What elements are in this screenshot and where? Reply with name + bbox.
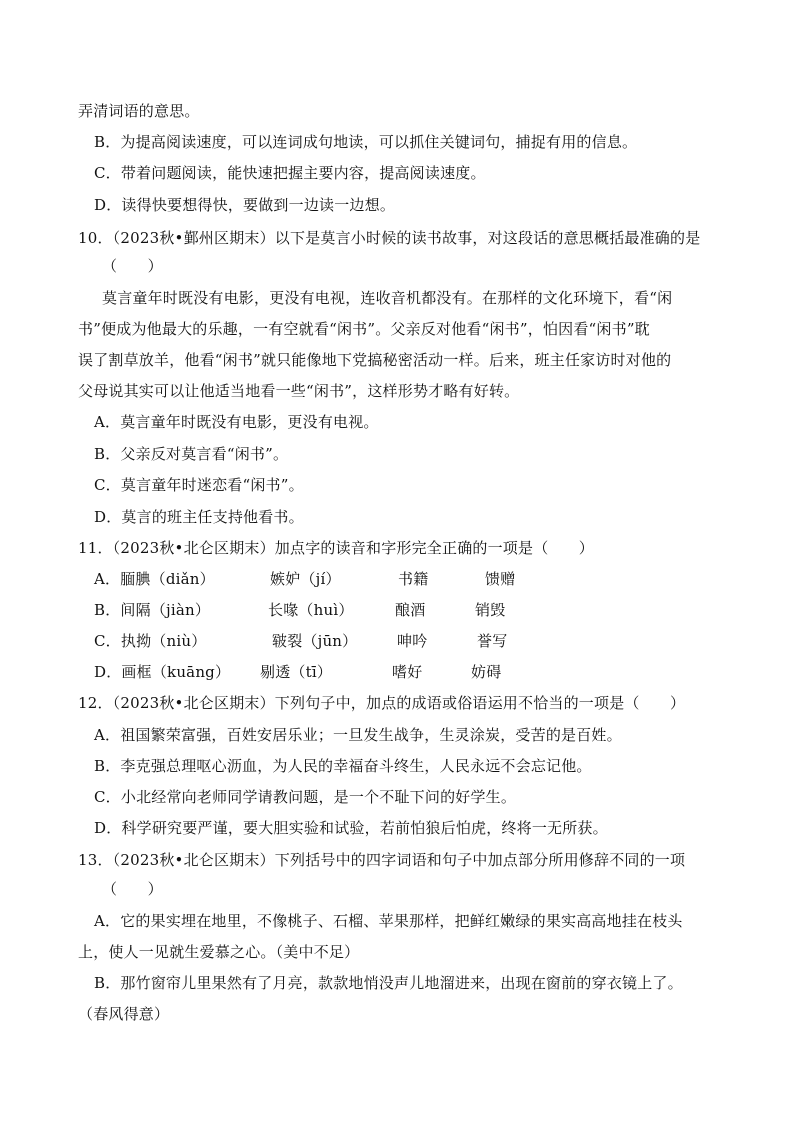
q11-option-word: 妨碍 bbox=[471, 663, 502, 681]
q13-stem: 13．（2023秋•北仑区期末）下列括号中的四字词语和句子中加点部分所用修辞不同的一项 bbox=[78, 851, 686, 869]
q10-option-c: C．莫言童年时迷恋看“闲书”。 bbox=[94, 476, 304, 494]
q12-option-d: D．科学研究要严谨，要大胆实验和试验，若前怕狼后怕虎，终将一无所获。 bbox=[94, 819, 608, 837]
q10-stem: 10．（2023秋•鄞州区期末）以下是莫言小时候的读书故事，对这段话的意思概括最准确的是 bbox=[78, 229, 701, 247]
q11-option-word: C．执拗（niù） bbox=[94, 632, 207, 650]
q13-answer-blank: （ ） bbox=[102, 880, 163, 898]
q12-stem: 12．（2023秋•北仑区期末）下列句子中，加点的成语或俗语运用不恰当的一项是（ ） bbox=[78, 694, 686, 712]
q11-option-word: 誉写 bbox=[477, 632, 508, 650]
q12-option-a: A．祖国繁荣富强，百姓安居乐业；一旦发生战争，生灵涂炭，受苦的是百姓。 bbox=[94, 726, 622, 744]
q11-option-word: 长喙（huì） bbox=[268, 601, 354, 619]
q10-option-a: A．莫言童年时既没有电影，更没有电视。 bbox=[94, 413, 379, 431]
q9-option-c: C．带着问题阅读，能快速把握主要内容，提高阅读速度。 bbox=[94, 164, 486, 182]
q13-option-a-continuation: 上，使人一见就生爱慕之心。（美中不足） bbox=[78, 943, 360, 961]
q13-option-b-continuation: （春风得意） bbox=[78, 1005, 170, 1023]
q11-option-word: 皲裂（jūn） bbox=[272, 632, 358, 650]
q9-option-b: B．为提高阅读速度，可以连词成句地读，可以抓住关键词句，捕捉有用的信息。 bbox=[94, 133, 638, 151]
q11-option-word: 呻吟 bbox=[397, 632, 428, 650]
q11-option-word: 酿酒 bbox=[395, 601, 426, 619]
q11-option-word: D．画框（kuāng） bbox=[94, 663, 231, 681]
q11-option-word: 书籍 bbox=[398, 570, 429, 588]
q11-option-word: A．腼腆（diǎn） bbox=[94, 570, 215, 588]
q10-passage-line: 父母说其实可以让他适当地看一些“闲书”，这样形势才略有好转。 bbox=[78, 382, 520, 400]
q10-passage-line: 书”便成为他最大的乐趣，一有空就看“闲书”。父亲反对他看“闲书”，怕因看“闲书”耽 bbox=[78, 320, 650, 338]
q11-option-word: 剔透（tī） bbox=[260, 663, 333, 681]
q13-option-a: A．它的果实埋在地里，不像桃子、石榴、苹果那样，把鲜红嫩绿的果实高高地挂在枝头 bbox=[94, 912, 683, 930]
q9-option-d: D．读得快要想得快，要做到一边读一边想。 bbox=[94, 196, 396, 214]
q12-option-b: B．李克强总理呕心沥血，为人民的幸福奋斗终生，人民永远不会忘记他。 bbox=[94, 757, 592, 775]
q11-option-word: 销毁 bbox=[475, 601, 506, 619]
q11-option-word: 馈赠 bbox=[485, 570, 516, 588]
q10-option-d: D．莫言的班主任支持他看书。 bbox=[94, 508, 304, 526]
q11-option-word: B．间隔（jiàn） bbox=[94, 601, 211, 619]
q13-option-b: B．那竹窗帘儿里果然有了月亮，款款地悄没声儿地溜进来，出现在窗前的穿衣镜上了。 bbox=[94, 974, 683, 992]
q9-continuation: 弄清词语的意思。 bbox=[78, 102, 200, 120]
q10-passage-line: 误了割草放羊，他看“闲书”就只能像地下党搞秘密活动一样。后来，班主任家访时对他的 bbox=[78, 351, 672, 369]
q10-answer-blank: （ ） bbox=[102, 257, 163, 275]
q12-option-c: C．小北经常向老师同学请教问题，是一个不耻下问的好学生。 bbox=[94, 788, 517, 806]
q10-passage-line: 莫言童年时既没有电影，更没有电视，连收音机都没有。在那样的文化环境下，看“闲 bbox=[102, 289, 673, 307]
q10-option-b: B．父亲反对莫言看“闲书”。 bbox=[94, 445, 289, 463]
q11-stem: 11．（2023秋•北仑区期末）加点字的读音和字形完全正确的一项是（ ） bbox=[78, 539, 595, 557]
q11-option-word: 嫉妒（jí） bbox=[270, 570, 341, 588]
q11-option-word: 嗜好 bbox=[392, 663, 423, 681]
